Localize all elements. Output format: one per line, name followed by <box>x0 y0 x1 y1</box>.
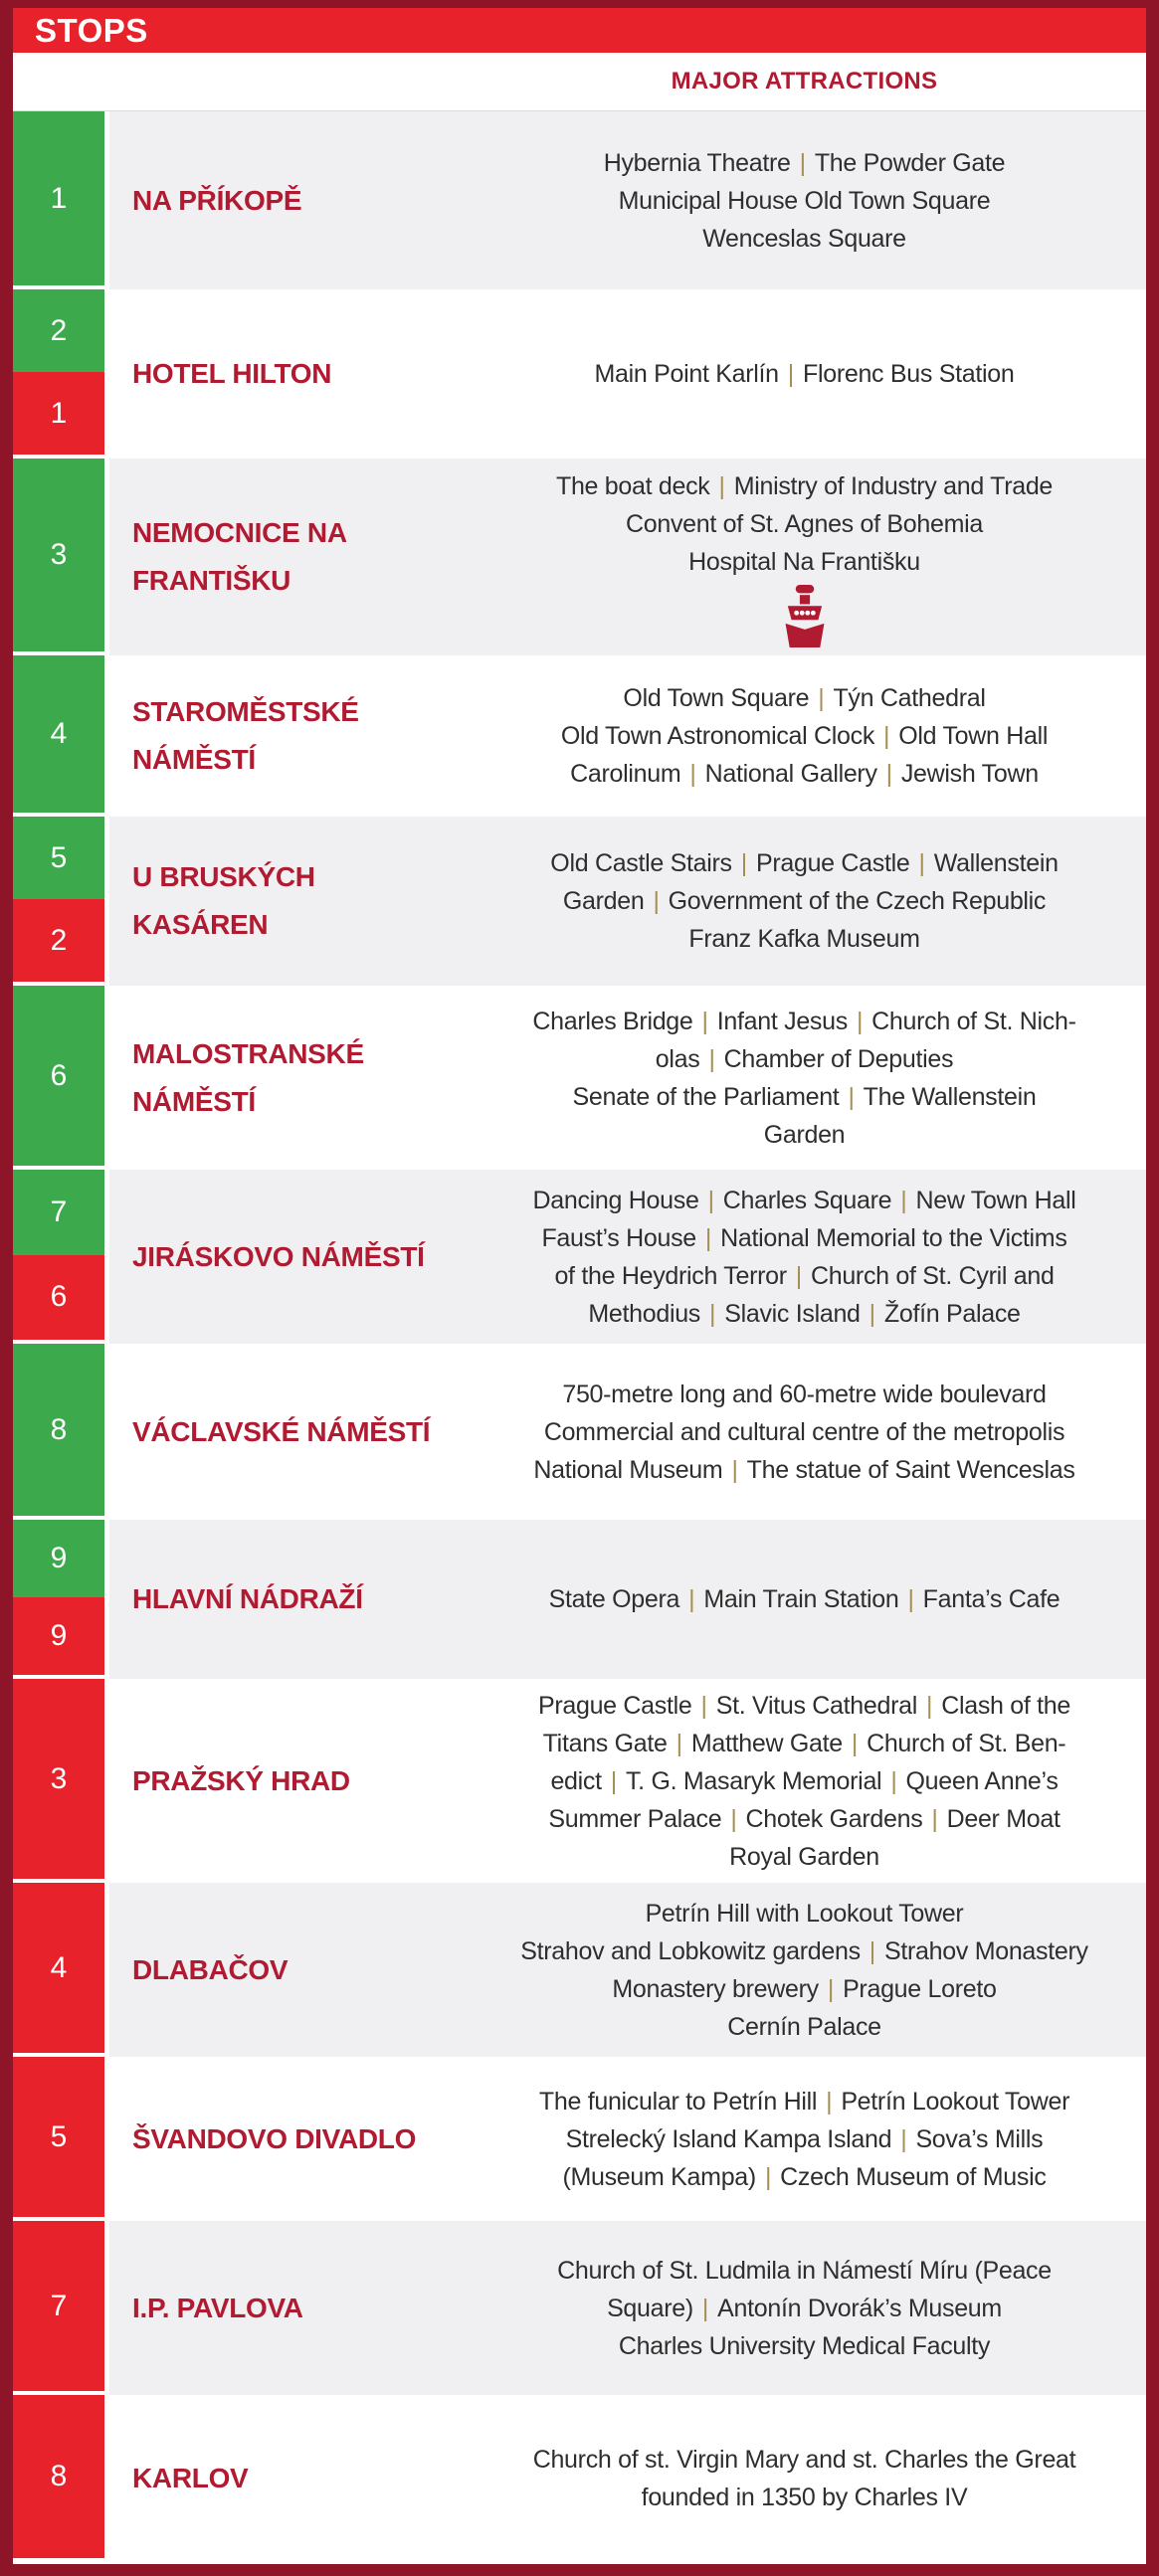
stop-attractions <box>463 986 1146 1170</box>
separator-pipe: | <box>885 760 892 788</box>
stop-attractions <box>463 289 1146 459</box>
stop-number: 3 <box>50 538 68 571</box>
attraction-line <box>688 920 919 958</box>
attraction-name: Prague Castle <box>755 849 910 877</box>
attraction-name: Main Train Station <box>703 1585 899 1613</box>
stop-attractions <box>463 1520 1146 1679</box>
stop-attractions <box>463 459 1146 655</box>
attraction-name: Titans Gate <box>542 1729 668 1757</box>
stop-name-line: JIRÁSKOVO NÁMĚSTÍ <box>132 1240 425 1272</box>
stop-number-badge <box>13 111 104 285</box>
stop-name-line: KASÁREN <box>132 909 269 940</box>
attraction-name: Wenceslas Square <box>702 224 906 253</box>
attraction-name: olas <box>655 1044 700 1073</box>
separator-pipe: | <box>795 1261 802 1290</box>
attraction-name: Jewish Town <box>900 760 1039 788</box>
attraction-name: Czech Museum of Music <box>780 2162 1047 2191</box>
stop-number: 4 <box>50 717 68 750</box>
stop-name-line: NÁMĚSTÍ <box>132 1085 256 1117</box>
separator-pipe: | <box>740 849 747 877</box>
attraction-name: The statue of Saint Wenceslas <box>746 1455 1075 1484</box>
row-content <box>109 289 1146 459</box>
attraction-name: T. G. Masaryk Memorial <box>625 1766 882 1795</box>
attraction-line <box>562 1376 1046 1413</box>
attraction-name: New Town Hall <box>915 1186 1076 1214</box>
attraction-line <box>727 2008 881 2046</box>
attraction-line <box>543 1725 1066 1762</box>
stop-name-line: PRAŽSKÝ HRAD <box>132 1764 350 1796</box>
attraction-line <box>623 679 985 717</box>
stop-name <box>109 2057 463 2221</box>
attraction-name: Royal Garden <box>729 1842 879 1871</box>
table-row <box>13 817 1146 986</box>
attraction-name: Matthew Gate <box>690 1729 843 1757</box>
stop-number-badges <box>13 817 104 986</box>
stop-name <box>109 1679 463 1883</box>
table-row <box>13 1170 1146 1344</box>
stop-name <box>109 986 463 1170</box>
attraction-name: Infant Jesus <box>716 1007 848 1035</box>
attraction-line <box>533 1451 1074 1489</box>
stop-attractions <box>463 2221 1146 2395</box>
attraction-name: Deer Moat <box>946 1804 1061 1833</box>
attraction-name: Church of st. Virgin Mary and st. Charles the Great <box>532 2446 1076 2474</box>
attraction-line <box>619 182 991 220</box>
attraction-name: Petrín Hill with Lookout Tower <box>645 1899 964 1928</box>
stop-number: 1 <box>50 396 68 430</box>
stop-name <box>109 1520 463 1679</box>
attraction-name: Strelecký Island Kampa Island <box>565 2124 892 2153</box>
stop-name <box>109 2221 463 2395</box>
stop-name-line: NA PŘÍKOPĚ <box>132 184 302 216</box>
attraction-name: Church of St. Nich- <box>871 1007 1076 1035</box>
attraction-line <box>544 1413 1064 1451</box>
separator-pipe: | <box>731 1455 738 1484</box>
stop-number-badge <box>13 1344 104 1516</box>
attraction-name: The Powder Gate <box>814 148 1006 177</box>
stop-number-badge <box>13 1679 104 1879</box>
attraction-name: Ministry of Industry and Trade <box>733 471 1054 500</box>
separator-pipe: | <box>764 2162 772 2191</box>
attraction-name: Carolinum <box>570 760 681 788</box>
attraction-line <box>539 2083 1069 2120</box>
separator-pipe: | <box>709 1299 716 1328</box>
attraction-name: Týn Cathedral <box>833 684 986 712</box>
stop-name-line: HLAVNÍ NÁDRAŽÍ <box>132 1583 363 1614</box>
stop-number-badge <box>13 1883 104 2053</box>
row-content <box>109 1170 1146 1344</box>
attraction-line <box>550 844 1058 882</box>
attraction-name: Garden <box>562 887 645 915</box>
table-row <box>13 1520 1146 1679</box>
attraction-name: of the Heydrich Terror <box>554 1261 787 1290</box>
stop-number-badge <box>13 1170 104 1255</box>
attraction-name: Fanta’s Cafe <box>922 1585 1061 1613</box>
stop-number-badge <box>13 1255 104 1341</box>
stop-number-badges <box>13 655 104 817</box>
stop-number-badge <box>13 655 104 813</box>
attraction-line <box>656 1040 953 1078</box>
attraction-name: St. Vitus Cathedral <box>715 1691 917 1720</box>
attraction-name: Chamber of Deputies <box>723 1044 954 1073</box>
stop-number-badges <box>13 1344 104 1520</box>
stop-number: 3 <box>50 1761 68 1795</box>
stop-name-line: KARLOV <box>132 2463 249 2493</box>
attraction-line <box>554 1257 1054 1295</box>
attraction-name: Church of St. Ludmila in Námestí Míru (Peace <box>557 2256 1052 2285</box>
attraction-line <box>533 2441 1076 2479</box>
separator-pipe: | <box>851 1729 859 1757</box>
stop-name-line: HOTEL HILTON <box>132 358 332 389</box>
attraction-name: National Museum <box>533 1455 723 1484</box>
attraction-line <box>566 2120 1044 2158</box>
table-row <box>13 2057 1146 2221</box>
separator-pipe: | <box>708 1044 715 1073</box>
attraction-name: Queen Anne’s <box>905 1766 1059 1795</box>
separator-pipe: | <box>826 2087 833 2116</box>
attraction-line <box>570 755 1039 793</box>
stop-attractions <box>463 1170 1146 1344</box>
stop-number: 9 <box>50 1542 68 1574</box>
stop-number: 1 <box>50 181 68 215</box>
attraction-name: Charles University Medical Faculty <box>618 2331 991 2360</box>
stop-number: 2 <box>50 313 68 347</box>
attraction-name: Church of St. Cyril and <box>810 1261 1055 1290</box>
separator-pipe: | <box>890 1766 897 1795</box>
attraction-name: Summer Palace <box>548 1804 722 1833</box>
attraction-name: founded in 1350 by Charles IV <box>641 2484 968 2511</box>
attraction-line <box>541 1219 1066 1257</box>
separator-pipe: | <box>704 1223 712 1252</box>
stop-number-badges <box>13 2057 104 2221</box>
stop-name-line: ŠVANDOVO DIVADLO <box>132 2122 417 2154</box>
separator-pipe: | <box>701 1007 708 1035</box>
row-content <box>109 817 1146 986</box>
stop-number: 8 <box>50 2460 68 2492</box>
bottom-divider <box>13 2562 1146 2564</box>
stop-name <box>109 1883 463 2057</box>
attraction-name: Florenc Bus Station <box>803 360 1015 388</box>
stop-name-line: FRANTIŠKU <box>132 565 291 596</box>
separator-pipe: | <box>869 1299 875 1328</box>
attraction-name: Old Castle Stairs <box>550 849 732 877</box>
separator-pipe: | <box>918 849 925 877</box>
attraction-name: Hybernia Theatre <box>603 148 791 177</box>
stop-number-badges <box>13 1883 104 2057</box>
attraction-name: Chotek Gardens <box>745 1804 923 1833</box>
attraction-line <box>626 505 983 543</box>
row-content <box>109 1883 1146 2057</box>
separator-pipe: | <box>883 722 890 750</box>
table-row <box>13 289 1146 459</box>
stop-name <box>109 289 463 459</box>
stop-name <box>109 1344 463 1520</box>
attraction-name: Monastery brewery <box>612 1974 819 2003</box>
attraction-name: Old Town Square <box>623 684 810 712</box>
stop-number-badge <box>13 459 104 651</box>
separator-pipe: | <box>676 1729 682 1757</box>
attraction-name: Strahov and Lobkowitz gardens <box>520 1936 861 1965</box>
table-row <box>13 2395 1146 2562</box>
stop-attractions <box>463 111 1146 289</box>
attraction-name: Žofín Palace <box>883 1299 1021 1328</box>
attraction-line <box>520 1932 1087 1970</box>
attraction-line <box>642 2479 968 2516</box>
row-content <box>109 2221 1146 2395</box>
attraction-line <box>562 2158 1046 2196</box>
separator-pipe: | <box>799 148 806 177</box>
stop-number: 6 <box>50 1280 68 1314</box>
stop-number: 8 <box>50 1412 68 1446</box>
attraction-name: Old Town Astronomical Clock <box>560 722 875 750</box>
table-row <box>13 1344 1146 1520</box>
attraction-name: The boat deck <box>555 471 710 500</box>
separator-pipe: | <box>653 887 660 915</box>
stop-number-badges <box>13 459 104 655</box>
attraction-name: Cernín Palace <box>727 2012 881 2041</box>
stop-number-badges <box>13 1170 104 1344</box>
stop-number: 5 <box>50 840 68 874</box>
attraction-name: Prague Loreto <box>843 1974 997 2003</box>
stop-number: 9 <box>50 1619 68 1652</box>
separator-pipe: | <box>900 1186 907 1214</box>
separator-pipe: | <box>700 1691 707 1720</box>
attraction-name: Main Point Karlín <box>594 360 779 388</box>
stop-number-badge <box>13 2395 104 2558</box>
page-title: STOPS <box>35 11 148 49</box>
attraction-line <box>561 717 1048 755</box>
stop-number-badge <box>13 2057 104 2217</box>
attraction-name: (Museum Kampa) <box>562 2162 756 2191</box>
attraction-name: Municipal House Old Town Square <box>618 186 991 215</box>
stop-number-badges <box>13 2221 104 2395</box>
attraction-name: State Opera <box>548 1585 680 1613</box>
attraction-name: Dancing House <box>532 1186 699 1214</box>
stop-number: 4 <box>50 1950 68 1984</box>
separator-pipe: | <box>688 1585 695 1613</box>
stop-number-badges <box>13 289 104 459</box>
stop-number: 7 <box>50 1195 68 1228</box>
separator-pipe: | <box>787 360 794 388</box>
attraction-line <box>646 1895 964 1932</box>
attraction-name: Strahov Monastery <box>884 1936 1088 1965</box>
attraction-line <box>548 1800 1060 1838</box>
stop-number-badges <box>13 1520 104 1679</box>
attraction-line <box>595 355 1015 393</box>
stop-attractions <box>463 1679 1146 1883</box>
stop-number-badge <box>13 1520 104 1597</box>
attraction-line <box>556 467 1053 505</box>
attraction-name: The funicular to Petrín Hill <box>538 2087 818 2116</box>
attraction-name: Charles Square <box>722 1186 892 1214</box>
stop-number: 2 <box>50 923 68 957</box>
attraction-name: Slavic Island <box>724 1299 861 1328</box>
separator-pipe: | <box>869 1936 875 1965</box>
stop-name-line: U BRUSKÝCH <box>132 861 315 892</box>
boat-icon <box>777 585 833 647</box>
attraction-name: Old Town Hall <box>898 722 1049 750</box>
stop-name <box>109 817 463 986</box>
attraction-line <box>533 1182 1076 1219</box>
stop-number-badge <box>13 817 104 899</box>
attraction-line <box>563 882 1046 920</box>
stop-number: 6 <box>50 1058 68 1092</box>
stop-attractions <box>463 655 1146 817</box>
stop-number-badges <box>13 1679 104 1883</box>
attraction-line <box>604 144 1006 182</box>
attraction-name: National Gallery <box>704 760 877 788</box>
row-content <box>109 1520 1146 1679</box>
stops-table <box>13 111 1146 2562</box>
separator-pipe: | <box>900 2124 907 2153</box>
stop-attractions <box>463 1883 1146 2057</box>
separator-pipe: | <box>707 1186 714 1214</box>
separator-pipe: | <box>718 471 725 500</box>
attraction-name: Commercial and cultural centre of the metropolis <box>543 1417 1065 1446</box>
attraction-name: Faust’s House <box>541 1223 696 1252</box>
attraction-line <box>557 2252 1052 2290</box>
stop-attractions <box>463 1344 1146 1520</box>
separator-pipe: | <box>856 1007 864 1035</box>
attraction-name: National Memorial to the Victims <box>720 1223 1067 1252</box>
stop-number-badge <box>13 289 104 372</box>
stop-name <box>109 2395 463 2562</box>
separator-pipe: | <box>931 1804 938 1833</box>
table-row <box>13 459 1146 655</box>
row-content <box>109 2057 1146 2221</box>
stop-name <box>109 111 463 289</box>
attraction-name: Petrín Lookout Tower <box>841 2087 1070 2116</box>
table-row <box>13 655 1146 817</box>
attraction-name: edict <box>550 1766 602 1795</box>
attraction-name: Wallenstein <box>933 849 1059 877</box>
stop-name-line: MALOSTRANSKÉ <box>132 1037 364 1069</box>
stop-attractions <box>463 817 1146 986</box>
stop-name-line: NÁMĚSTÍ <box>132 744 256 775</box>
attraction-line <box>764 1116 846 1154</box>
stop-number-badges <box>13 2395 104 2562</box>
stop-number-badge <box>13 986 104 1166</box>
attraction-name: Franz Kafka Museum <box>688 925 920 953</box>
attraction-line <box>619 2327 990 2365</box>
attraction-name: Sova’s Mills <box>915 2124 1044 2153</box>
separator-pipe: | <box>701 2294 709 2322</box>
stop-number-badge <box>13 2221 104 2391</box>
attraction-name: Charles Bridge <box>532 1007 693 1035</box>
attraction-line <box>538 1687 1070 1725</box>
table-row <box>13 2221 1146 2395</box>
attraction-name: Methodius <box>588 1299 701 1328</box>
stop-name-line: DLABAČOV <box>132 1953 289 1985</box>
attraction-name: Senate of the Parliament <box>572 1082 840 1111</box>
attraction-line <box>588 1295 1020 1333</box>
stops-header-bar <box>13 8 1146 53</box>
separator-pipe: | <box>689 760 696 788</box>
stop-name-line: VÁCLAVSKÉ NÁMĚSTÍ <box>132 1415 431 1447</box>
row-content <box>109 459 1146 655</box>
stop-number: 5 <box>50 2119 68 2153</box>
stop-name <box>109 655 463 817</box>
row-content <box>109 111 1146 289</box>
attraction-name: Prague Castle <box>537 1691 692 1720</box>
attraction-name: Government of the Czech Republic <box>668 887 1047 915</box>
attraction-line <box>572 1078 1036 1116</box>
attraction-line <box>612 1970 996 2008</box>
row-content <box>109 655 1146 817</box>
attraction-name: Antonín Dvorák’s Museum <box>717 2294 1002 2322</box>
attraction-line <box>688 543 920 581</box>
stop-name <box>109 1170 463 1344</box>
table-row <box>13 1883 1146 2057</box>
attraction-line <box>702 220 906 258</box>
attraction-name: Convent of St. Agnes of Bohemia <box>626 509 983 538</box>
attraction-name: The Wallenstein <box>863 1082 1037 1111</box>
stop-number-badge <box>13 372 104 455</box>
stop-attractions <box>463 2057 1146 2221</box>
attraction-name: Garden <box>763 1120 846 1149</box>
table-row <box>13 986 1146 1170</box>
stop-name-line: I.P. PAVLOVA <box>132 2292 303 2323</box>
separator-pipe: | <box>730 1804 737 1833</box>
attraction-name: Clash of the <box>941 1691 1071 1720</box>
stop-number-badge <box>13 1597 104 1675</box>
attraction-line <box>607 2290 1002 2327</box>
stop-name-line: NEMOCNICE NA <box>132 517 347 548</box>
stop-attractions <box>463 2395 1146 2562</box>
row-content <box>109 986 1146 1170</box>
stop-name-line: STAROMĚSTSKÉ <box>132 696 359 727</box>
stop-number: 7 <box>50 2289 68 2322</box>
attraction-name: Square) <box>607 2294 693 2322</box>
separator-pipe: | <box>907 1585 914 1613</box>
attraction-name: 750-metre long and 60-metre wide boulevard <box>562 1380 1047 1408</box>
row-content <box>109 1679 1146 1883</box>
attraction-line <box>532 1003 1075 1040</box>
separator-pipe: | <box>818 684 825 712</box>
attraction-line <box>549 1580 1061 1618</box>
attractions-header-row <box>13 53 1146 111</box>
row-content <box>109 2395 1146 2562</box>
stop-name <box>109 459 463 655</box>
separator-pipe: | <box>848 1082 855 1111</box>
table-row <box>13 1679 1146 1883</box>
table-row <box>13 111 1146 289</box>
stop-number-badge <box>13 899 104 982</box>
separator-pipe: | <box>827 1974 835 2003</box>
attraction-name: Hospital Na Františku <box>688 547 920 576</box>
separator-pipe: | <box>926 1691 933 1720</box>
row-content <box>109 1344 1146 1520</box>
stop-number-badges <box>13 111 104 289</box>
attractions-column-header: MAJOR ATTRACTIONS <box>671 68 938 94</box>
attraction-line <box>550 1762 1058 1800</box>
separator-pipe: | <box>610 1766 617 1795</box>
attraction-name: Church of St. Ben- <box>867 1729 1066 1757</box>
stop-number-badges <box>13 986 104 1170</box>
attraction-line <box>729 1838 879 1876</box>
